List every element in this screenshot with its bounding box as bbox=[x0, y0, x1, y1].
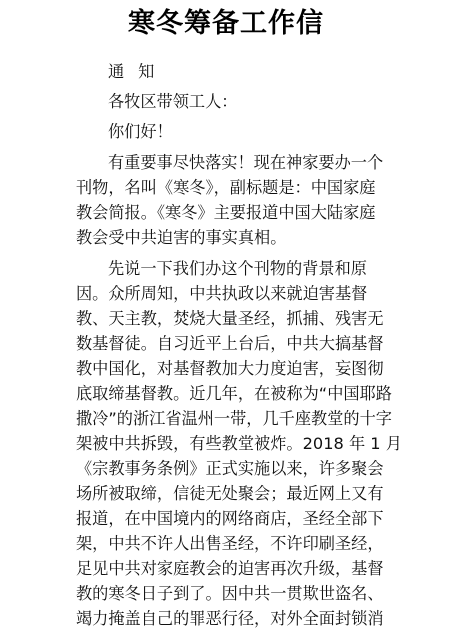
paragraph-line: 因。众所周知，中共执政以来就迫害基督 bbox=[76, 284, 368, 303]
salutation: 各牧区带领工人： bbox=[108, 92, 238, 111]
paragraph-line: 竭力掩盖自己的罪恶行径，对外全面封锁消 bbox=[76, 609, 384, 628]
paragraph-line: 教会简报。《寒冬》主要报道中国大陆家庭 bbox=[76, 203, 376, 222]
paragraph-line: 教、天主教，焚烧大量圣经，抓捕、残害无 bbox=[76, 309, 384, 328]
paragraph-line: 底取缔基督教。近几年，在被称为“中国耶路 bbox=[76, 384, 392, 403]
paragraph-line: 教会受中共迫害的事实真相。 bbox=[76, 228, 287, 247]
paragraph-line: 撒冷”的浙江省温州一带，几千座教堂的十字 bbox=[76, 409, 392, 428]
greeting: 你们好！ bbox=[108, 122, 173, 141]
paragraph-line: 《宗教事务条例》正式实施以来，许多聚会 bbox=[76, 459, 384, 478]
paragraph-line: 足见中共对家庭教会的迫害再次升级，基督 bbox=[76, 559, 384, 578]
paragraph-line: 教的寒冬日子到了。因中共一贯欺世盗名、 bbox=[76, 584, 384, 603]
paragraph-line: 架被中共拆毁，有些教堂被炸。2018 年 1 月 bbox=[76, 434, 402, 453]
paragraph-line: 有重要事尽快落实！现在神家要办一个 bbox=[108, 153, 384, 172]
paragraph-line: 报道，在中国境内的网络商店，圣经全部下 bbox=[76, 509, 384, 528]
document-title: 寒冬筹备工作信 bbox=[128, 8, 324, 39]
notice-heading: 通知 bbox=[108, 62, 169, 81]
paragraph-line: 数基督徒。自习近平上台后，中共大搞基督 bbox=[76, 334, 384, 353]
paragraph-line: 架，中共不许人出售圣经，不许印刷圣经， bbox=[76, 534, 384, 553]
paragraph-line: 教中国化，对基督教加大力度迫害，妄图彻 bbox=[76, 359, 384, 378]
paragraph-line: 先说一下我们办这个刊物的背景和原 bbox=[108, 259, 367, 278]
paragraph-line: 刊物，名叫《寒冬》，副标题是：中国家庭 bbox=[76, 178, 376, 197]
paragraph-line: 场所被取缔，信徒无处聚会；最近网上又有 bbox=[76, 484, 384, 503]
